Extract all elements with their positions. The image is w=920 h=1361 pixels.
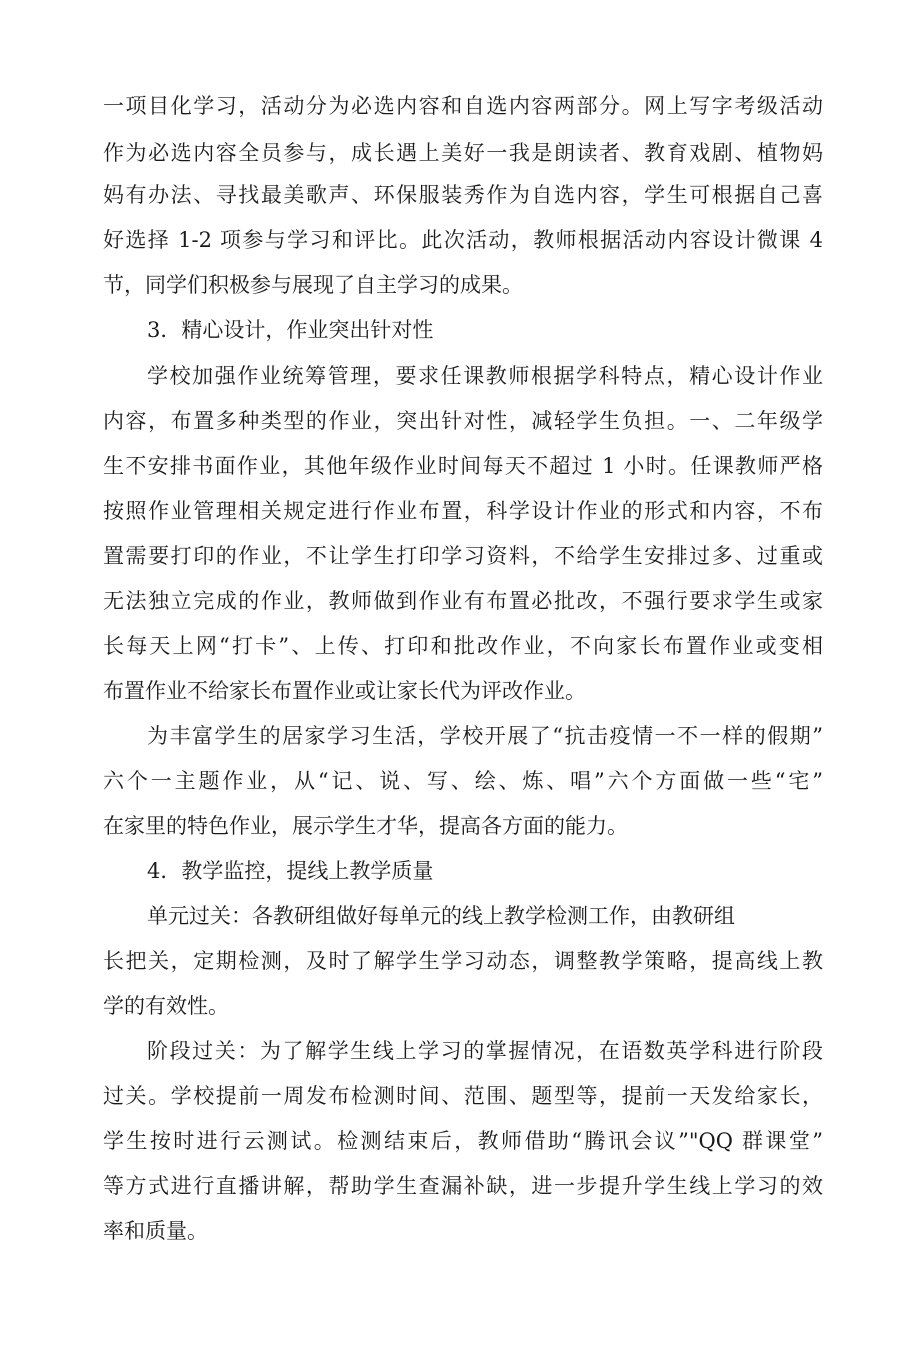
paragraph-line: 按照作业管理相关规定进行作业布置，科学设计作业的形式和内容，不布 bbox=[103, 499, 823, 523]
paragraph-line: 无法独立完成的作业，教师做到作业有布置必批改，不强行要求学生或家 bbox=[103, 589, 823, 613]
paragraph-line: 阶段过关：为了解学生线上学习的掌握情况，在语数英学科进行阶段 bbox=[147, 1039, 823, 1063]
section-heading-3: 3．精心设计，作业突出针对性 bbox=[147, 318, 434, 342]
section-heading-4: 4．教学监控，提线上教学质量 bbox=[147, 859, 434, 883]
paragraph-line: 率和质量。 bbox=[103, 1219, 208, 1243]
paragraph-line: 为丰富学生的居家学习生活，学校开展了“抗击疫情一不一样的假期” bbox=[147, 724, 823, 748]
paragraph-line: 节，同学们积极参与展现了自主学习的成果。 bbox=[103, 273, 523, 297]
paragraph-line: 生不安排书面作业，其他年级作业时间每天不超过 1 小时。任课教师严格 bbox=[103, 454, 823, 478]
paragraph-line: 六个一主题作业，从“记、说、写、绘、炼、唱”六个方面做一些“宅” bbox=[103, 769, 823, 793]
paragraph-line: 学校加强作业统筹管理，要求任课教师根据学科特点，精心设计作业 bbox=[147, 364, 823, 388]
paragraph-line: 内容，布置多种类型的作业，突出针对性，减轻学生负担。一、二年级学 bbox=[103, 409, 823, 433]
paragraph-line: 在家里的特色作业，展示学生才华，提高各方面的能力。 bbox=[103, 814, 628, 838]
paragraph-line: 单元过关：各教研组做好每单元的线上教学检测工作，由教研组 bbox=[147, 904, 735, 928]
paragraph-line: 过关。学校提前一周发布检测时间、范围、题型等，提前一天发给家长， bbox=[103, 1084, 823, 1108]
paragraph-line: 长把关，定期检测，及时了解学生学习动态，调整教学策略，提高线上教 bbox=[103, 949, 823, 973]
paragraph-line: 布置作业不给家长布置作业或让家长代为评改作业。 bbox=[103, 679, 586, 703]
paragraph-line: 妈有办法、寻找最美歌声、环保服装秀作为自选内容，学生可根据自己喜 bbox=[103, 183, 823, 207]
paragraph-line: 学的有效性。 bbox=[103, 994, 229, 1018]
paragraph-line: 一项目化学习，活动分为必选内容和自选内容两部分。网上写字考级活动 bbox=[103, 94, 823, 118]
paragraph-line: 作为必选内容全员参与，成长遇上美好一我是朗读者、教育戏剧、植物妈 bbox=[103, 141, 823, 165]
paragraph-line: 置需要打印的作业，不让学生打印学习资料，不给学生安排过多、过重或 bbox=[103, 544, 823, 568]
paragraph-line: 好选择 1-2 项参与学习和评比。此次活动，教师根据活动内容设计微课 4 bbox=[103, 228, 823, 252]
paragraph-line: 等方式进行直播讲解，帮助学生查漏补缺，进一步提升学生线上学习的效 bbox=[103, 1174, 823, 1198]
paragraph-line: 学生按时进行云测试。检测结束后，教师借助“腾讯会议”"QQ 群课堂” bbox=[103, 1129, 823, 1153]
paragraph-line: 长每天上网“打卡”、上传、打印和批改作业，不向家长布置作业或变相 bbox=[103, 634, 823, 658]
